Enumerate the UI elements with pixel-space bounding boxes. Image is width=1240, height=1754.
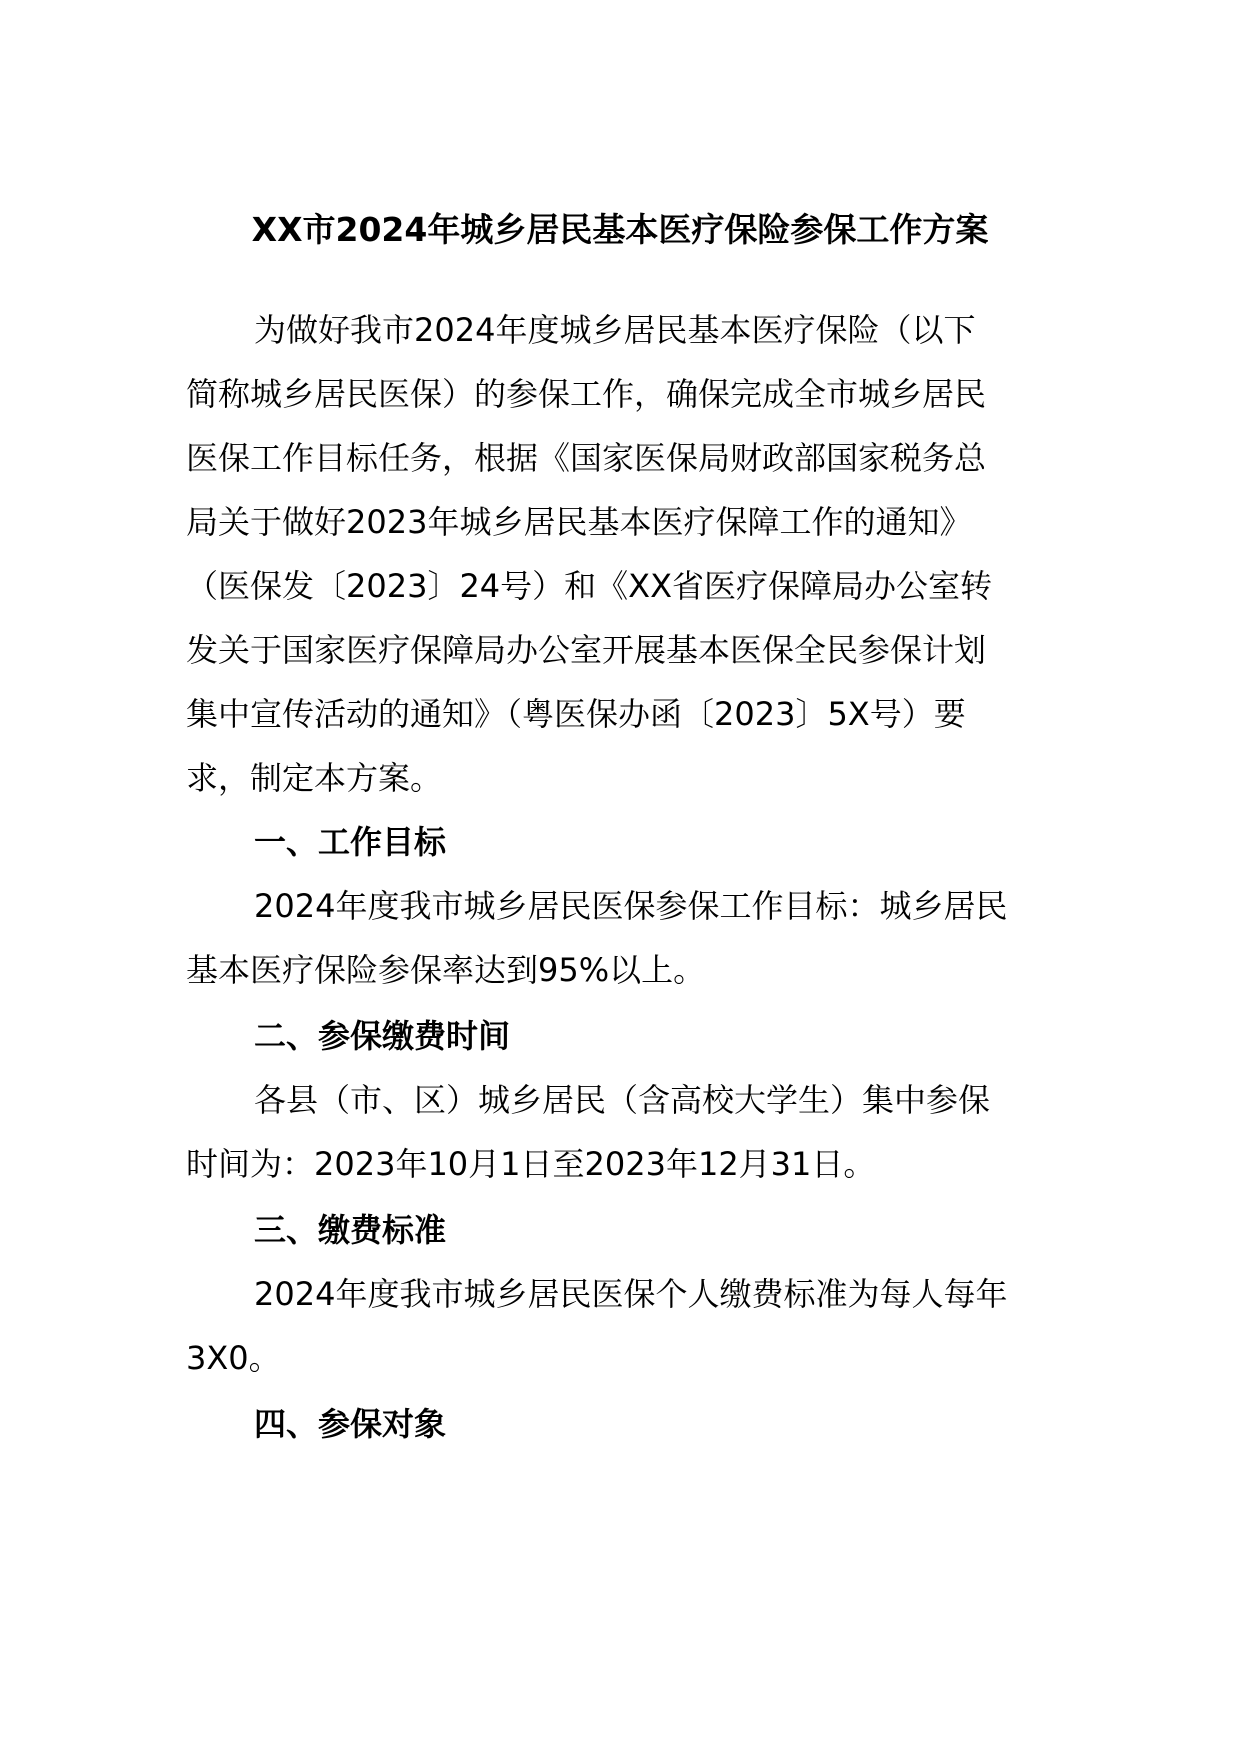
section-heading-payment-standard: 三、缴费标准 xyxy=(254,1211,447,1249)
intro-line: 集中宣传活动的通知》（粤医保办函〔2023〕5X号）要 xyxy=(186,695,966,733)
section-payment-standard-line: 3X0。 xyxy=(186,1339,281,1377)
intro-line: 医保工作目标任务，根据《国家医保局财政部国家税务总 xyxy=(186,439,987,477)
intro-line: 简称城乡居民医保）的参保工作，确保完成全市城乡居民 xyxy=(186,375,987,413)
section-payment-standard-line: 2024年度我市城乡居民医保个人缴费标准为每人每年 xyxy=(254,1275,1008,1313)
document-title: XX市2024年城乡居民基本医疗保险参保工作方案 xyxy=(251,210,989,249)
section-heading-insured-targets: 四、参保对象 xyxy=(254,1405,447,1443)
section-goals-line: 2024年度我市城乡居民医保参保工作目标：城乡居民 xyxy=(254,887,1008,925)
intro-line: （医保发〔2023〕24号）和《XX省医疗保障局办公室转 xyxy=(186,567,993,605)
section-payment-time-line: 时间为：2023年10月1日至2023年12月31日。 xyxy=(186,1145,876,1183)
intro-line: 为做好我市2024年度城乡居民基本医疗保险（以下 xyxy=(254,311,976,349)
intro-line: 局关于做好2023年城乡居民基本医疗保障工作的通知》 xyxy=(186,503,972,541)
section-heading-payment-time: 二、参保缴费时间 xyxy=(254,1017,511,1055)
intro-line: 发关于国家医疗保障局办公室开展基本医保全民参保计划 xyxy=(186,631,987,669)
intro-line: 求，制定本方案。 xyxy=(186,759,443,797)
section-heading-goals: 一、工作目标 xyxy=(254,823,447,861)
section-payment-time-line: 各县（市、区）城乡居民（含高校大学生）集中参保 xyxy=(254,1081,991,1119)
section-goals-line: 基本医疗保险参保率达到95%以上。 xyxy=(186,951,706,989)
